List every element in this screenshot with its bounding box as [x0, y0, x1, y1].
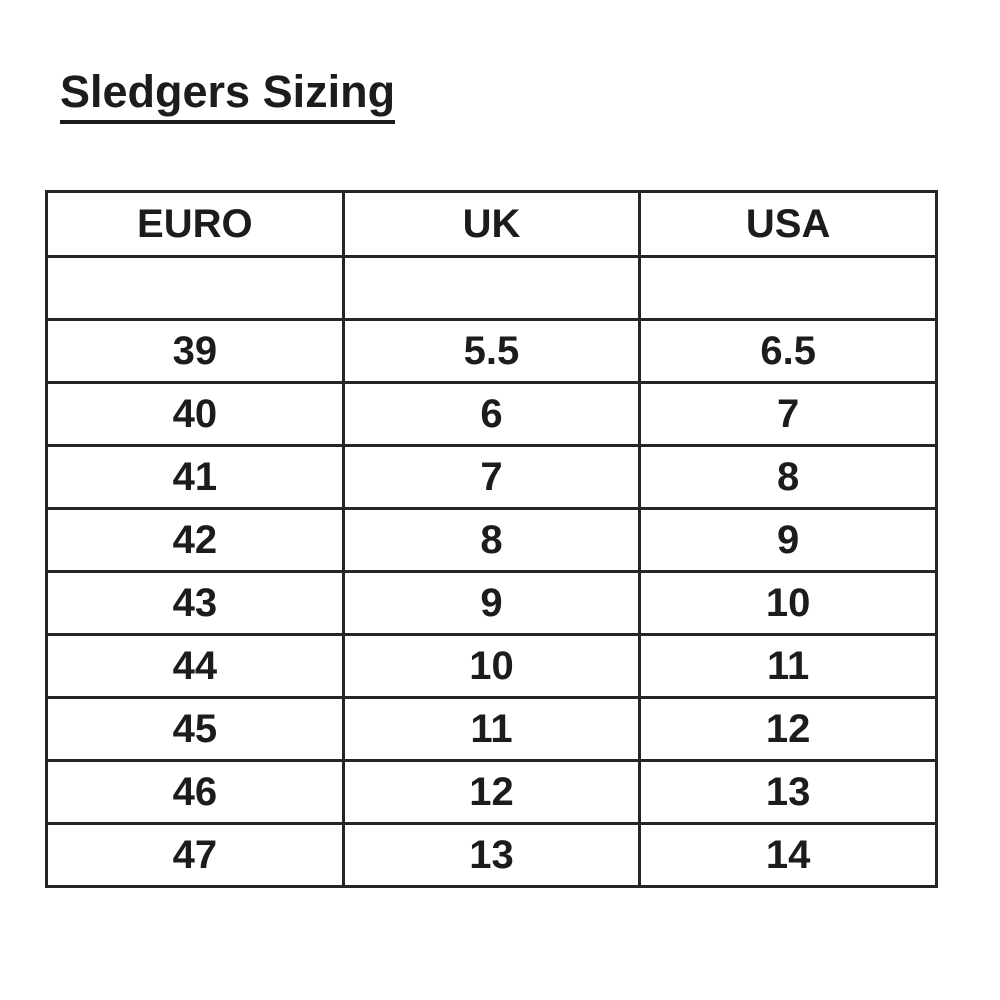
table-cell: 6 — [343, 383, 640, 446]
table-cell: 9 — [343, 572, 640, 635]
table-cell: 45 — [47, 698, 344, 761]
empty-row — [47, 257, 937, 320]
table-row — [47, 824, 937, 887]
page-title: Sledgers Sizing — [60, 68, 395, 124]
table-cell: 8 — [343, 509, 640, 572]
empty-cell — [640, 257, 937, 320]
table-cell: 40 — [47, 383, 344, 446]
table-body — [47, 320, 937, 887]
column-header-euro: EURO — [47, 192, 344, 257]
table-cell: 44 — [47, 635, 344, 698]
table-cell: 7 — [343, 446, 640, 509]
table-cell: 39 — [47, 320, 344, 383]
table-cell: 8 — [640, 446, 937, 509]
table-cell: 41 — [47, 446, 344, 509]
table-row — [47, 761, 937, 824]
table-row — [47, 320, 937, 383]
table-cell: 10 — [343, 635, 640, 698]
table-row — [47, 572, 937, 635]
table-cell: 46 — [47, 761, 344, 824]
column-header-uk: UK — [343, 192, 640, 257]
table-cell: 11 — [343, 698, 640, 761]
table-cell: 43 — [47, 572, 344, 635]
table-cell: 47 — [47, 824, 344, 887]
table-cell: 10 — [640, 572, 937, 635]
table-row — [47, 509, 937, 572]
empty-cell — [343, 257, 640, 320]
table-cell: 11 — [640, 635, 937, 698]
table-cell: 13 — [640, 761, 937, 824]
empty-cell — [47, 257, 344, 320]
table-row — [47, 383, 937, 446]
sizing-table — [45, 190, 938, 888]
table-header-row — [47, 192, 937, 257]
table-cell: 14 — [640, 824, 937, 887]
table-cell: 6.5 — [640, 320, 937, 383]
table-cell: 5.5 — [343, 320, 640, 383]
table-row — [47, 698, 937, 761]
table-cell: 42 — [47, 509, 344, 572]
table-cell: 9 — [640, 509, 937, 572]
table-cell: 12 — [343, 761, 640, 824]
table-cell: 13 — [343, 824, 640, 887]
table-cell: 12 — [640, 698, 937, 761]
table-row — [47, 635, 937, 698]
table-row — [47, 446, 937, 509]
column-header-usa: USA — [640, 192, 937, 257]
table-cell: 7 — [640, 383, 937, 446]
